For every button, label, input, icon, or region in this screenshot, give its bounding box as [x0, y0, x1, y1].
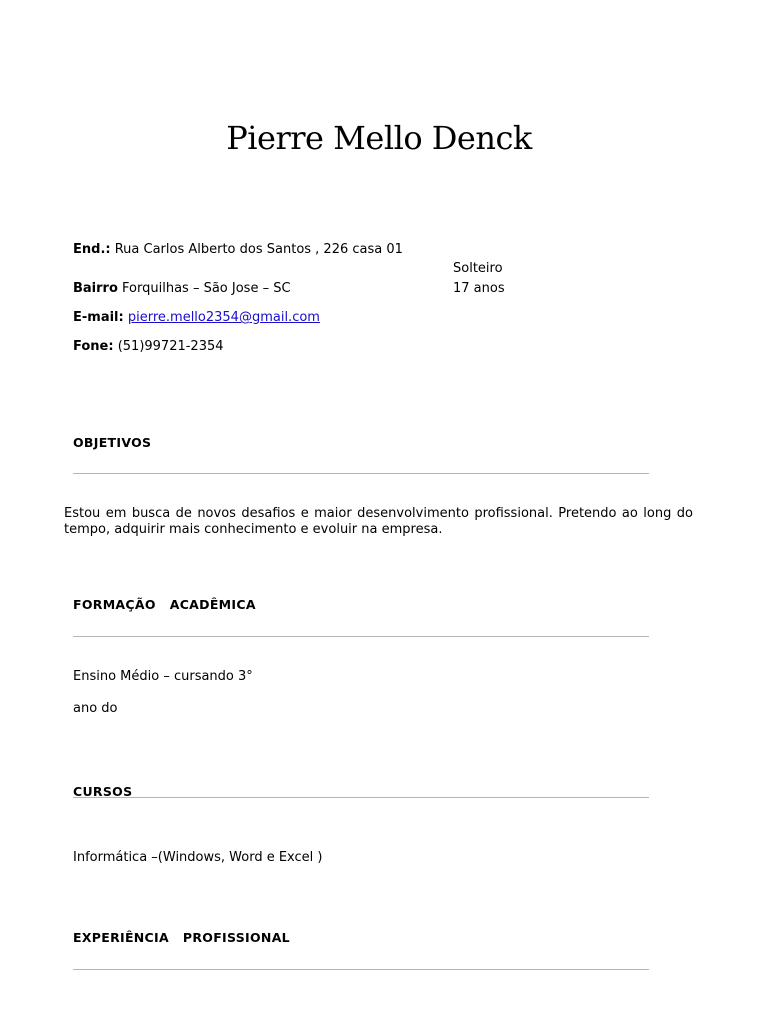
- address-label: End.:: [73, 242, 111, 257]
- address-value: Rua Carlos Alberto dos Santos , 226 casa 01: [114, 242, 403, 257]
- resume-name: Pierre Mello Denck: [226, 119, 532, 157]
- email-label: E-mail:: [73, 310, 124, 325]
- courses-divider: [73, 797, 649, 798]
- marital-status: Solteiro: [453, 261, 503, 276]
- email-line: [73, 310, 320, 325]
- phone-line: [73, 339, 224, 354]
- education-heading: FORMAÇÃO ACADÊMICA: [73, 597, 256, 612]
- course-item: Informática –(Windows, Word e Excel ): [73, 850, 323, 865]
- neighborhood-label: Bairro: [73, 281, 118, 296]
- courses-heading: CURSOS: [73, 784, 133, 799]
- education-divider: [73, 636, 649, 637]
- address-line: [73, 242, 403, 257]
- age: 17 anos: [453, 281, 505, 296]
- experience-heading: EXPERIÊNCIA PROFISSIONAL: [73, 930, 290, 945]
- phone-label: Fone:: [73, 339, 114, 354]
- email-link[interactable]: pierre.mello2354@gmail.com: [127, 310, 320, 325]
- phone-value: (51)99721-2354: [117, 339, 224, 354]
- objectives-divider: [73, 473, 649, 474]
- objectives-heading: OBJETIVOS: [73, 435, 152, 450]
- experience-divider: [73, 969, 649, 970]
- neighborhood-value: Forquilhas – São Jose – SC: [122, 281, 291, 296]
- neighborhood-line: [73, 281, 291, 296]
- education-line-2: ano do: [73, 701, 118, 716]
- objectives-text: Estou em busca de novos desafios e maior desenvolvimento profissional. Pretendo ao long do tempo, adquirir mais conhecimento e evoluir na empresa.: [64, 506, 693, 537]
- education-line-1: Ensino Médio – cursando 3°: [73, 669, 253, 684]
